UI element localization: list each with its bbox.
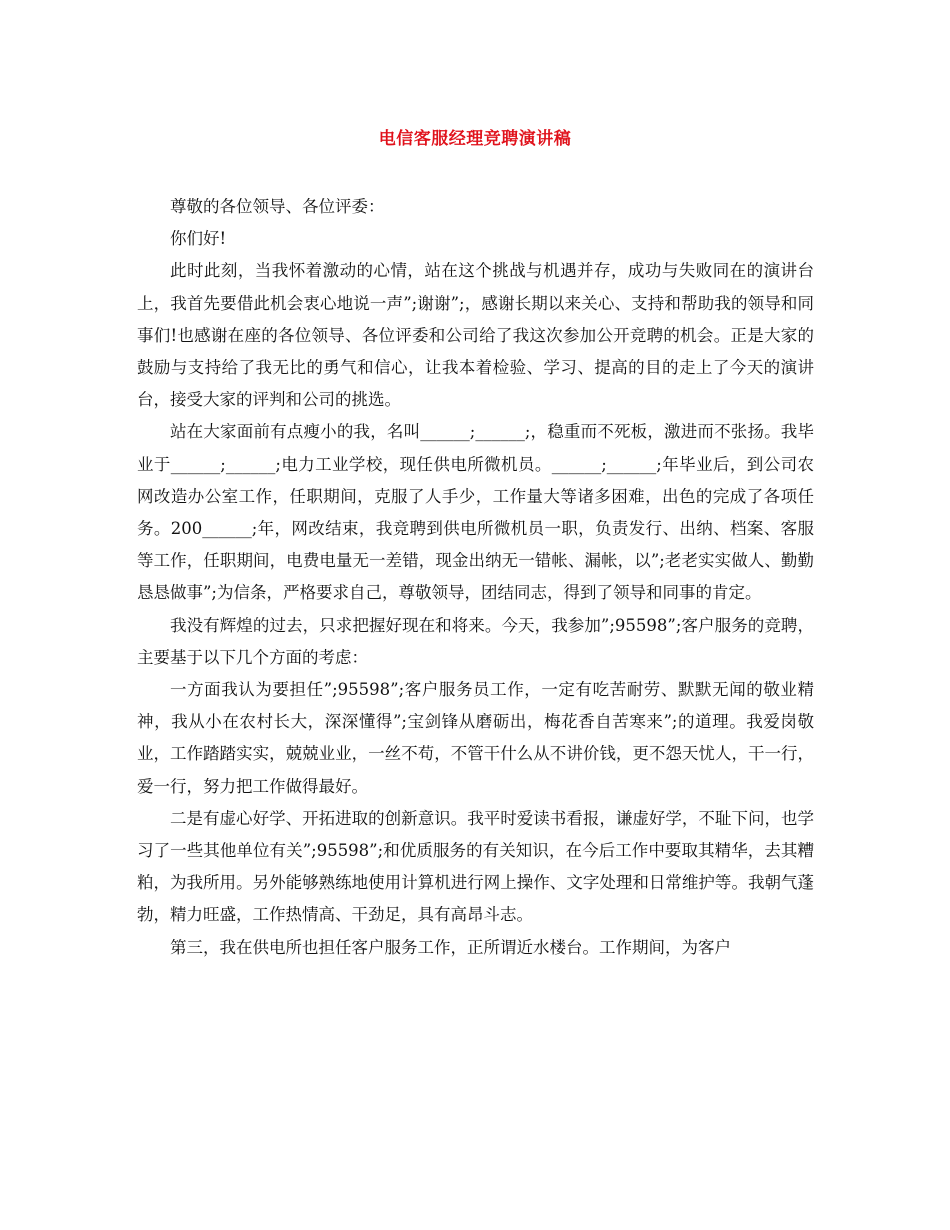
body-paragraph: 一方面我认为要担任”;95598”;客户服务员工作，一定有吃苦耐劳、默默无闻的敬业精神，我从小在农村长大，深深懂得”;宝剑锋从磨砺出，梅花香自苦寒来”;的道理。我爱岗敬业，工作踏踏实实，兢兢业业，一丝不苟，不管干什么从不讲价钱，更不怨天忧人，干一行，爱一行，努力把工作做得最好。 — [137, 680, 814, 796]
document-body — [137, 191, 814, 964]
document-title: 电信客服经理竞聘演讲稿 — [378, 129, 572, 149]
salutation-paragraph: 你们好! — [170, 229, 227, 249]
body-paragraph: 第三，我在供电所也担任客户服务工作，正所谓近水楼台。工作期间，为客户 — [170, 937, 731, 957]
body-paragraph: 二是有虚心好学、开拓进取的创新意识。我平时爱读书看报，谦虚好学，不耻下问，也学习了一些其他单位有关”;95598”;和优质服务的有关知识，在今后工作中要取其精华，去其糟粕，为我所用。另外能够熟练地使用计算机进行网上操作、文字处理和日常维护等。我朝气蓬勃，精力旺盛，工作热情高、干劲足，具有高昂斗志。 — [137, 808, 814, 925]
body-paragraph: 我没有辉煌的过去，只求把握好现在和将来。今天，我参加”;95598”;客户服务的竞聘，主要基于以下几个方面的考虑： — [137, 615, 814, 667]
body-paragraph: 此时此刻，当我怀着激动的心情，站在这个挑战与机遇并存，成功与失败同在的演讲台上，我首先要借此机会衷心地说一声”;谢谢”;，感谢长期以来关心、支持和帮助我的领导和同事们!也感谢在座的各位领导、各位评委和公司给了我这次参加公开竞聘的机会。正是大家的鼓励与支持给了我无比的勇气和信心，让我本着检验、学习、提高的目的走上了今天的演讲台，接受大家的评判和公司的挑选。 — [137, 261, 814, 410]
greeting-paragraph: 尊敬的各位领导、各位评委： — [170, 197, 385, 216]
body-paragraph: 站在大家面前有点瘦小的我，名叫______;______;，稳重而不死板，激进而不张扬。我毕业于______;______;电力工业学校，现任供电所微机员。______;______;年毕业后，到公司农网改造办公室工作，任职期间，克服了人手少，工作量大等诸多困难，出色的完成了各项任务。200______;年，网改结束，我竞聘到供电所微机员一职，负责发行、出纳、档案、客服等工作，任职期间，电费电量无一差错，现金出纳无一错帐、漏帐，以”;老老实实做人、勤勤恳恳做事”;为信条，严格要求自己，尊敬领导，团结同志，得到了领导和同事的肯定。 — [137, 422, 814, 603]
